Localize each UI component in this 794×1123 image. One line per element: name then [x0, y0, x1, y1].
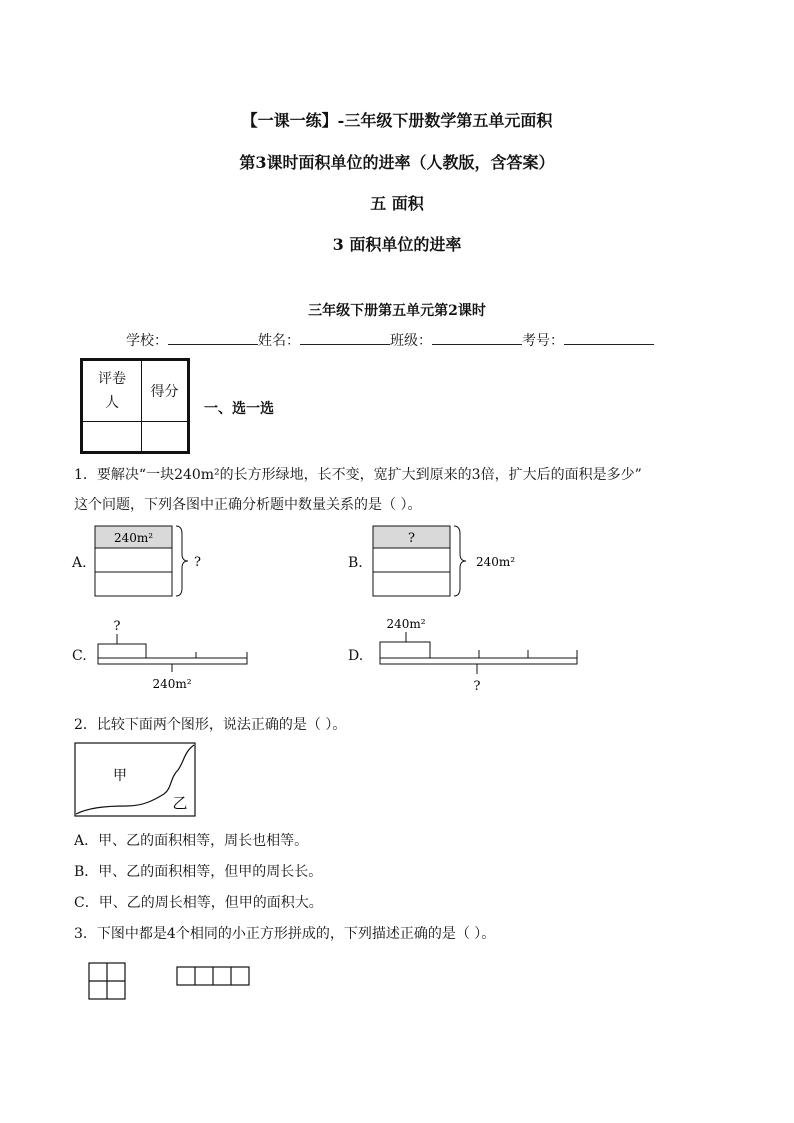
option-c-label[interactable]: C.	[72, 648, 87, 664]
option-b-figure	[368, 520, 528, 602]
question-2-figure	[74, 742, 198, 818]
option-c-bottom-text: 240m²	[152, 677, 192, 691]
question-1-line2: 这个问题，下列各图中正确分析题中数量关系的是（ ）。	[74, 497, 422, 513]
school-label: 学校：	[126, 333, 168, 349]
option-a-label[interactable]: A.	[72, 555, 87, 571]
shape-a-label: 甲	[113, 768, 127, 784]
question-2-option-c[interactable]: C．甲、乙的周长相等，但甲的面积大。	[74, 895, 323, 911]
question-3-stem: 3．下图中都是4个相同的小正方形拼成的，下列描述正确的是（ ）。	[74, 926, 496, 942]
section-heading: 一、选一选	[204, 401, 274, 417]
square-row-figure	[176, 966, 252, 988]
option-b-label[interactable]: B.	[348, 555, 363, 571]
option-a-side-text: ?	[194, 555, 201, 570]
exam-number-blank[interactable]	[564, 330, 654, 345]
lesson-title: 3 面积单位的进率	[332, 235, 462, 254]
info-fields	[126, 330, 654, 350]
score-table	[80, 358, 190, 454]
question-2-stem: 2．比较下面两个图形，说法正确的是（ ）。	[74, 717, 347, 733]
name-label: 姓名：	[258, 333, 300, 349]
square-grid-figure	[88, 962, 128, 1002]
name-blank[interactable]	[300, 330, 390, 345]
exam-number-label: 考号：	[522, 333, 564, 349]
question-2-option-a[interactable]: A．甲、乙的面积相等，周长也相等。	[74, 833, 309, 849]
option-d-bottom-text: ?	[473, 679, 481, 694]
class-blank[interactable]	[432, 330, 522, 345]
question-2-option-b[interactable]: B．甲、乙的面积相等，但甲的周长长。	[74, 864, 323, 880]
option-a-figure	[90, 520, 230, 602]
option-b-box-text: ?	[408, 531, 415, 546]
question-1-line1: 1．要解决“一块240m²的长方形绿地，长不变，宽扩大到原来的3倍，扩大后的面积是多少”	[74, 467, 642, 483]
grader-header: 评卷人	[82, 360, 142, 422]
grader-cell[interactable]	[82, 421, 142, 452]
option-c-top-text: ?	[113, 619, 121, 634]
option-b-side-text: 240m²	[476, 555, 516, 569]
school-blank[interactable]	[168, 330, 258, 345]
score-header: 得分	[141, 360, 188, 422]
option-d-label[interactable]: D.	[348, 648, 364, 664]
score-cell[interactable]	[141, 421, 188, 452]
option-d-figure	[374, 616, 584, 696]
class-label: 班级：	[390, 333, 432, 349]
option-d-top-text: 240m²	[386, 617, 426, 631]
option-c-figure	[92, 616, 252, 694]
document-subtitle: 第3课时面积单位的进率（人教版，含答案）	[239, 153, 555, 172]
document-title: 【一课一练】-三年级下册数学第五单元面积	[241, 111, 553, 130]
section-subtitle: 三年级下册第五单元第2课时	[308, 303, 486, 319]
option-a-box-text: 240m²	[113, 531, 154, 545]
unit-title: 五 面积	[370, 194, 424, 213]
shape-b-label: 乙	[172, 794, 188, 812]
